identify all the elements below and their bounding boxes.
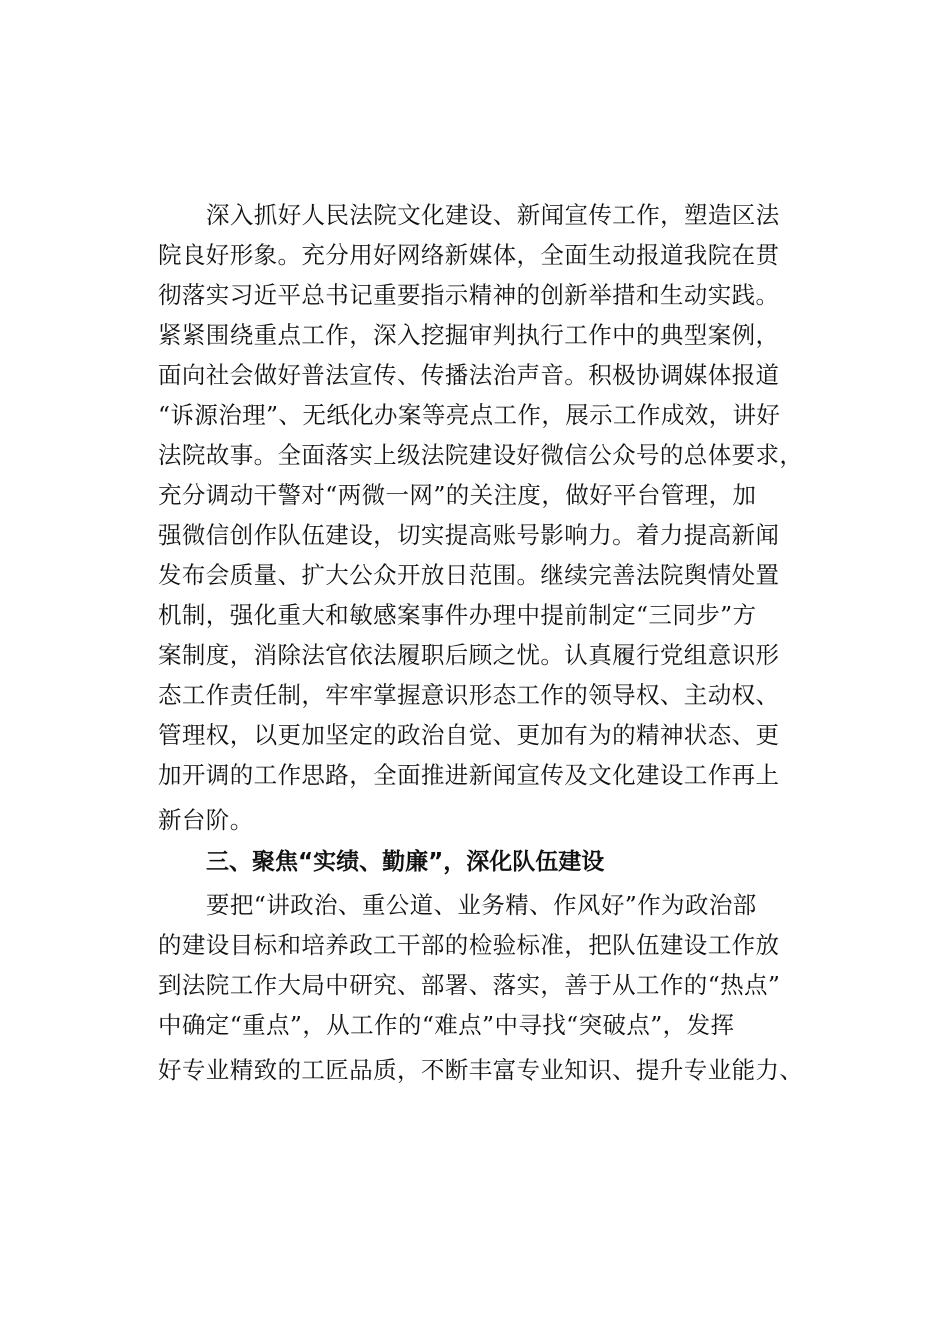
paragraph-line: 充分调动干警对“两微一网”的关注度，做好平台管理，加 [158,481,757,509]
paragraph-line: 态工作责任制，牢牢掌握意识形态工作的领导权、主动权、 [158,681,780,709]
paragraph-line: 好专业精致的工匠品质，不断丰富专业知识、提升专业能力、 [158,1056,804,1084]
paragraph-line: 管理权，以更加坚定的政治自觉、更加有为的精神状态、更 [158,721,780,749]
paragraph-line: 案制度，消除法官依法履职后顾之忧。认真履行党组意识形 [158,641,780,669]
paragraph-line: 强微信创作队伍建设，切实提高账号影响力。着力提高新闻 [158,521,780,549]
paragraph-line: 深入抓好人民法院文化建设、新闻宣传工作，塑造区法 [206,201,780,229]
paragraph-line: 彻落实习近平总书记重要指示精神的创新举措和生动实践。 [158,281,780,309]
paragraph-line: 到法院工作大局中研究、部署、落实，善于从工作的“热点” [158,971,781,999]
section-heading: 三、聚焦“实绩、勤廉”，深化队伍建设 [206,849,605,875]
paragraph-line: 要把“讲政治、重公道、业务精、作风好”作为政治部 [206,891,757,919]
paragraph-line: 机制，强化重大和敏感案事件办理中提前制定“三同步”方 [158,601,757,629]
paragraph-line: 发布会质量、扩大公众开放日范围。继续完善法院舆情处置 [158,561,780,589]
paragraph-line: 新台阶。 [158,806,254,834]
paragraph-line: 紧紧围绕重点工作，深入挖掘审判执行工作中的典型案例， [158,321,780,349]
paragraph-line: 中确定“重点”，从工作的“难点”中寻找“突破点”，发挥 [158,1011,735,1039]
paragraph-line: 面向社会做好普法宣传、传播法治声音。积极协调媒体报道 [158,361,780,389]
paragraph-line: “诉源治理”、无纸化办案等亮点工作，展示工作成效，讲好 [158,401,781,429]
paragraph-line: 加开调的工作思路，全面推进新闻宣传及文化建设工作再上 [158,761,780,789]
paragraph-line: 院良好形象。充分用好网络新媒体，全面生动报道我院在贯 [158,241,780,269]
paragraph-line: 的建设目标和培养政工干部的检验标准，把队伍建设工作放 [158,931,780,959]
paragraph-line: 法院故事。全面落实上级法院建设好微信公众号的总体要求， [158,441,804,469]
